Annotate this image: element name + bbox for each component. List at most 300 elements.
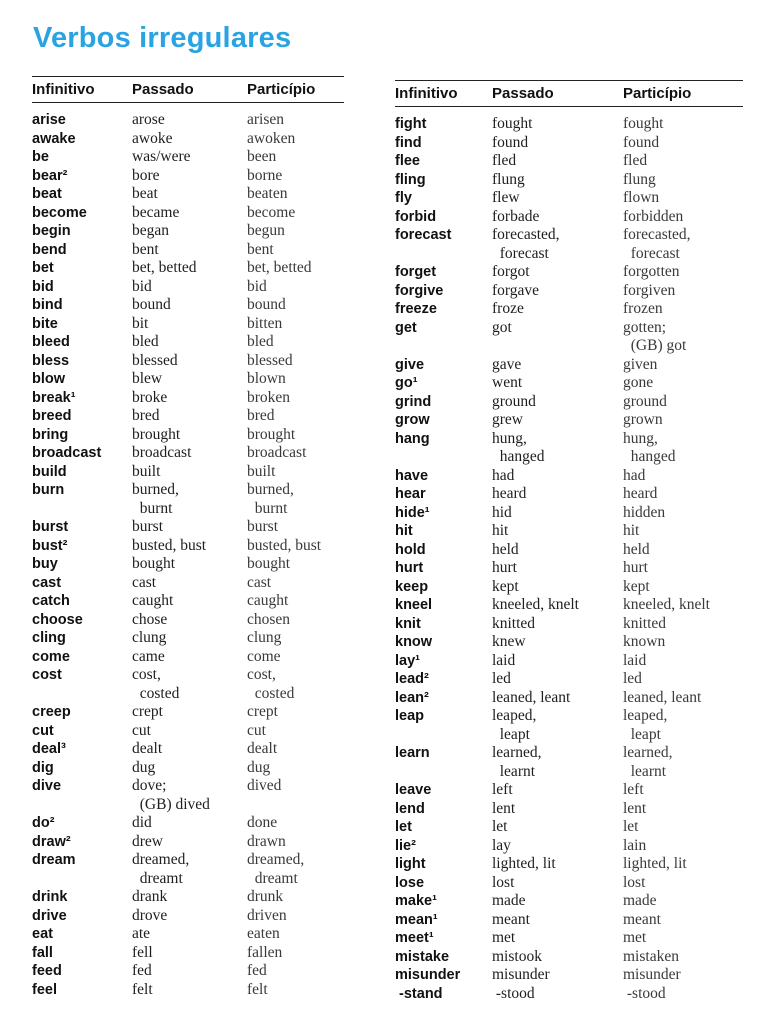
table-row [32,241,344,260]
infinitive-cell: bust² [32,537,68,554]
past-cell: heard [492,485,527,502]
past-cell: costed [132,684,180,702]
infinitive-cell: bite [32,315,58,332]
infinitive-cell: begin [32,223,71,239]
participle-cell: forgiven [623,281,676,299]
table-row [395,670,743,689]
participle-cell: lighted, lit [623,855,687,872]
infinitive-cell: forgive [395,282,444,299]
table-row [32,148,344,167]
past-cell: fought [492,115,533,132]
infinitive-cell: draw² [32,833,71,850]
past-cell: fed [132,962,152,979]
participle-cell: gone [623,374,654,391]
table-row [395,781,743,800]
table-row [395,152,743,171]
table-row [32,759,344,778]
table-row [32,944,344,963]
past-cell: awoke [132,129,173,147]
participle-cell: misunder [623,966,681,983]
infinitive-cell: creep [32,704,71,720]
table-row [395,578,743,597]
table-row [395,263,743,282]
infinitive-cell: catch [32,593,70,609]
participle-cell: felt [247,980,268,998]
infinitive-cell: leave [395,782,432,798]
participle-cell: lost [623,873,646,891]
participle-cell: flung [623,170,656,188]
past-cell: bid [132,277,152,295]
table-row [395,874,743,893]
participle-cell: fed [247,962,267,979]
participle-cell: beaten [247,185,288,202]
past-cell: dealt [132,740,163,757]
past-cell: did [132,814,152,831]
past-cell: drove [132,906,168,924]
table-row [395,485,743,504]
participle-cell: lain [623,836,647,854]
past-cell: meant [492,910,530,928]
table-row [32,666,344,685]
infinitive-cell: hide¹ [395,504,430,521]
participle-cell: bitten [247,314,283,332]
participle-cell: drunk [247,888,284,905]
participle-cell: frozen [623,300,663,317]
past-cell: flung [492,170,525,188]
table-row [32,407,344,426]
past-cell: burst [132,518,163,535]
past-cell: was/were [132,148,191,165]
table-row [32,555,344,574]
infinitive-cell: know [395,634,433,650]
past-cell: leaned, leant [492,688,571,706]
table-row [395,948,743,967]
table-row [395,911,743,930]
past-cell: crept [132,703,163,720]
table-row [32,722,344,741]
header-participle: Particípio [623,85,692,102]
past-cell: drew [132,832,163,850]
participle-cell: ground [623,392,667,410]
participle-cell: left [623,781,644,798]
infinitive-cell: kneel [395,597,433,613]
participle-cell: done [247,814,278,831]
table-row [32,481,344,500]
participle-cell: grown [623,411,663,428]
participle-cell: dealt [247,740,278,757]
past-cell: leapt [492,725,530,743]
infinitive-cell: keep [395,578,429,595]
table-body [32,111,344,999]
participle-cell: leaped, [623,707,668,724]
past-cell: kneeled, knelt [492,596,579,613]
participle-cell: forbidden [623,207,684,225]
infinitive-cell: fly [395,190,412,206]
past-cell: forecast [492,244,549,262]
participle-cell: burned, [247,481,294,498]
table-row [32,167,344,186]
infinitive-cell: bear² [32,167,68,184]
participle-cell: kept [623,577,650,595]
infinitive-cell: drive [32,907,67,924]
table-row [32,130,344,149]
past-cell: dug [132,758,156,776]
table-row [32,870,344,889]
table-row [32,888,344,907]
past-cell: had [492,466,515,484]
participle-cell: kneeled, knelt [623,596,710,613]
past-cell: went [492,374,523,391]
participle-cell: begun [247,222,285,239]
past-cell: bred [132,407,160,424]
table-row [32,537,344,556]
past-cell: forgave [492,281,540,299]
past-cell: bit [132,314,149,332]
infinitive-cell: -stand [395,985,443,1002]
table-row [32,814,344,833]
table-row [395,171,743,190]
past-cell: bet, betted [132,259,197,276]
participle-cell: fought [623,115,664,132]
past-cell: gave [492,355,522,373]
infinitive-cell: beat [32,186,62,202]
infinitive-cell: meet¹ [395,930,434,946]
past-cell: knitted [492,614,536,632]
infinitive-cell: be [32,149,49,165]
header-past: Passado [132,81,194,98]
infinitive-cell: freeze [395,301,437,317]
past-cell: brought [132,425,181,443]
table-row [32,389,344,408]
infinitive-cell: fall [32,944,53,961]
infinitive-cell: broadcast [32,445,102,461]
past-cell: made [492,892,526,909]
participle-cell: hidden [623,503,666,521]
infinitive-cell: fling [395,171,426,188]
infinitive-cell: feel [32,981,57,998]
table-row [395,596,743,615]
past-cell: hid [492,503,512,521]
participle-cell: cast [247,573,272,591]
past-cell: hurt [492,559,517,576]
past-cell: caught [132,592,174,609]
table-row [395,763,743,782]
participle-cell: bet, betted [247,259,312,276]
table-row [32,981,344,1000]
past-cell: broadcast [132,444,192,461]
table-row [395,800,743,819]
infinitive-cell: come [32,648,70,665]
infinitive-cell: misunder [395,967,461,983]
table-body [395,115,743,1003]
table-row [32,278,344,297]
participle-cell: awoken [247,129,296,147]
past-cell: ate [132,925,151,942]
table-row [395,115,743,134]
participle-cell: busted, bust [247,536,322,554]
participle-cell: crept [247,703,278,720]
participle-cell: chosen [247,610,291,628]
infinitive-cell: choose [32,611,83,628]
table-row [32,333,344,352]
infinitive-cell: forget [395,264,437,280]
participle-cell: given [623,355,658,373]
infinitive-cell: feed [32,963,62,979]
table-row [395,282,743,301]
infinitive-cell: bid [32,278,54,295]
participle-cell: eaten [247,925,280,942]
table-row [395,337,743,356]
past-cell: forbade [492,207,540,225]
infinitive-cell: hit [395,523,413,539]
past-cell: built [132,462,161,480]
infinitive-cell: bend [32,241,67,258]
participle-cell: cost, [247,666,276,683]
infinitive-cell: burn [32,482,65,498]
participle-cell: hit [623,522,640,539]
table-row [32,500,344,519]
infinitive-cell: cost [32,667,62,683]
infinitive-cell: find [395,134,422,151]
table-row [32,574,344,593]
participle-cell: hung, [623,429,658,447]
table-row [395,707,743,726]
infinitive-cell: mistake [395,948,450,965]
participle-cell: burnt [247,499,288,517]
table-row [32,907,344,926]
participle-cell: known [623,633,666,650]
infinitive-cell: give [395,356,425,373]
participle-cell: brought [247,425,296,443]
past-cell: hit [492,522,509,539]
participle-cell: let [623,818,639,835]
table-row [32,962,344,981]
participle-cell: dug [247,758,271,776]
infinitive-cell: bind [32,297,63,313]
infinitive-cell: awake [32,130,76,147]
infinitive-cell: forecast [395,227,452,243]
table-row [32,833,344,852]
table-row [32,444,344,463]
infinitive-cell: hang [395,430,430,447]
infinitive-cell: cut [32,722,54,739]
table-row [32,777,344,796]
participle-cell: become [247,203,296,221]
past-cell: felt [132,980,153,998]
past-cell: broke [132,388,168,406]
verb-table-left [32,76,344,999]
participle-cell: lent [623,799,647,817]
infinitive-cell: deal³ [32,741,66,757]
past-cell: forgot [492,263,530,280]
table-row [395,744,743,763]
participle-cell: forgotten [623,263,680,280]
past-cell: bled [132,333,159,350]
participle-cell: dived [247,777,282,794]
past-cell: let [492,818,508,835]
infinitive-cell: cling [32,630,66,646]
past-cell: lost [492,873,515,891]
participle-cell: learnt [623,762,667,780]
table-row [395,855,743,874]
participle-cell: built [247,462,276,480]
participle-cell: (GB) got [623,337,687,354]
participle-cell: borne [247,166,283,184]
past-cell: dreamed, [132,851,190,868]
past-cell: -stood [492,984,535,1002]
table-row [395,892,743,911]
table-row [395,837,743,856]
past-cell: found [492,133,529,151]
table-row [395,393,743,412]
table-row [395,134,743,153]
table-row [32,259,344,278]
participle-cell: caught [247,592,289,609]
past-cell: lent [492,799,516,817]
participle-cell: fled [623,152,648,169]
infinitive-cell: grind [395,393,432,410]
table-row [32,426,344,445]
table-row [32,796,344,815]
table-row [395,541,743,560]
infinitive-cell: hold [395,541,426,558]
past-cell: bent [132,240,159,258]
infinitive-cell: do² [32,815,55,831]
infinitive-cell: mean¹ [395,911,438,928]
past-cell: forecasted, [492,226,560,243]
past-cell: met [492,929,516,946]
infinitive-cell: hurt [395,560,424,576]
past-cell: leaped, [492,707,537,724]
table-row [395,411,743,430]
table-row [32,296,344,315]
infinitive-cell: break¹ [32,389,76,406]
table-row [395,689,743,708]
participle-cell: met [623,929,647,946]
table-row [32,352,344,371]
participle-cell: broken [247,388,291,406]
table-row [395,374,743,393]
infinitive-cell: blow [32,371,66,387]
table-row [32,925,344,944]
infinitive-cell: lean² [395,689,429,706]
infinitive-cell: make¹ [395,893,437,909]
past-cell: laid [492,651,516,669]
verb-table-right [395,80,743,1003]
past-cell: came [132,647,165,665]
infinitive-cell: bring [32,426,69,443]
participle-cell: learned, [623,744,673,761]
participle-cell: bled [247,333,274,350]
infinitive-cell: forbid [395,208,437,225]
header-infinitive: Infinitivo [395,85,458,102]
table-row [395,319,743,338]
participle-cell: bought [247,555,291,572]
infinitive-cell: bleed [32,334,70,350]
participle-cell: bid [247,277,267,295]
participle-cell: leapt [623,725,661,743]
participle-cell: blessed [247,351,293,369]
table-row [32,518,344,537]
header-past: Passado [492,85,554,102]
table-row [395,504,743,523]
table-header [395,80,743,107]
infinitive-cell: become [32,204,87,221]
past-cell: cast [132,573,157,591]
table-row [32,111,344,130]
participle-cell: laid [623,651,647,669]
past-cell: bound [132,296,171,313]
table-row [32,648,344,667]
participle-cell: been [247,148,277,165]
participle-cell: hanged [623,448,676,465]
participle-cell: come [247,647,281,665]
table-row [395,633,743,652]
past-cell: left [492,781,513,798]
past-cell: became [132,203,180,221]
infinitive-cell: have [395,467,429,484]
past-cell: got [492,318,512,336]
past-cell: learnt [492,762,536,780]
table-row [395,226,743,245]
table-row [395,189,743,208]
table-row [395,559,743,578]
table-row [32,592,344,611]
table-row [32,185,344,204]
past-cell: fled [492,152,517,169]
infinitive-cell: eat [32,926,53,942]
table-row [395,652,743,671]
infinitive-cell: lie² [395,837,416,854]
past-cell: (GB) dived [132,795,210,813]
infinitive-cell: arise [32,112,66,128]
past-cell: ground [492,392,536,410]
past-cell: led [492,670,511,687]
table-row [395,818,743,837]
infinitive-cell: bless [32,352,70,369]
past-cell: burnt [132,499,173,517]
past-cell: cut [132,721,151,739]
table-row [32,685,344,704]
infinitive-cell: lay¹ [395,652,420,669]
past-cell: hanged [492,448,545,465]
infinitive-cell: let [395,819,412,835]
participle-cell: meant [623,910,661,928]
infinitive-cell: drink [32,889,68,905]
table-row [395,615,743,634]
infinitive-cell: breed [32,408,72,424]
participle-cell: clung [247,629,282,646]
infinitive-cell: knit [395,615,421,632]
table-row [32,629,344,648]
infinitive-cell: dream [32,852,76,868]
table-row [395,985,743,1004]
participle-cell: dreamt [247,869,298,887]
table-row [395,356,743,375]
table-row [395,245,743,264]
table-row [32,222,344,241]
participle-cell: mistaken [623,947,679,965]
infinitive-cell: dive [32,778,62,794]
table-row [32,315,344,334]
participle-cell: blown [247,370,286,387]
participle-cell: gotten; [623,318,667,336]
participle-cell: bred [247,407,275,424]
infinitive-cell: learn [395,745,430,761]
infinitive-cell: bet [32,260,54,276]
table-row [32,611,344,630]
participle-cell: found [623,133,660,151]
